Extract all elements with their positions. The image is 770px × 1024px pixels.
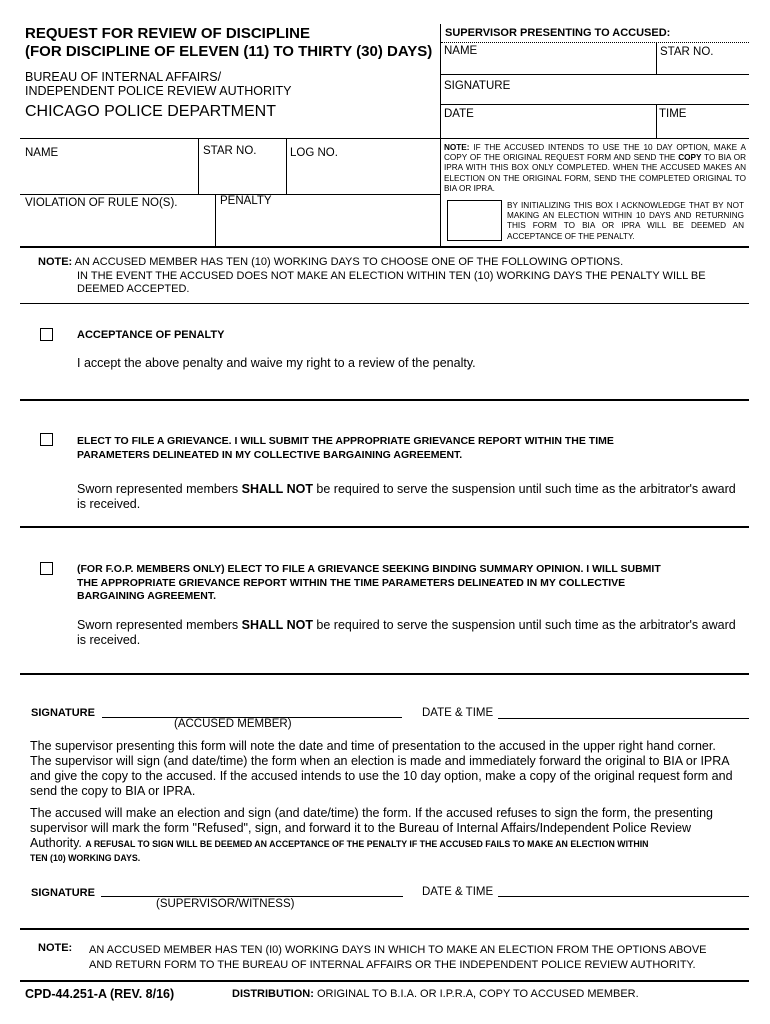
notice-rule <box>20 303 749 304</box>
grievance-body-post: be required to serve the suspension until such time as the arbitrator's award <box>312 482 736 496</box>
distribution <box>232 988 639 1000</box>
supervisor-signature-sublabel: (SUPERVISOR/WITNESS) <box>156 898 295 910</box>
accused-name-field[interactable] <box>20 139 198 194</box>
fop-title-line2: THE APPROPRIATE GRIEVANCE REPORT WITHIN THE TIME PARAMETERS DELINEATED IN MY COLLECTIVE <box>77 576 626 589</box>
instr1-line4: send the copy to BIA or IPRA. <box>30 784 196 798</box>
instr2-line4-bold: TEN (10) WORKING DAYS. <box>30 853 141 863</box>
accused-log-field[interactable] <box>287 139 440 194</box>
side-note-copy: COPY <box>678 153 702 163</box>
accused-signature-sublabel: (ACCUSED MEMBER) <box>174 718 292 730</box>
fop-body-line2: is received. <box>77 633 141 647</box>
accused-star-field[interactable] <box>199 139 286 194</box>
grievance-title-line1: ELECT TO FILE A GRIEVANCE. I WILL SUBMIT THE APPROPRIATE GRIEVANCE REPORT WITHIN THE TIME <box>77 435 614 447</box>
supervisor-datetime-label: DATE & TIME <box>422 886 494 898</box>
acceptance-checkbox[interactable] <box>40 328 53 341</box>
accused-name-label: NAME <box>25 147 59 159</box>
violation-field[interactable] <box>20 195 215 246</box>
grievance-body-pre: Sworn represented members <box>77 482 242 496</box>
fop-title-line3: BARGAINING AGREEMENT. <box>77 590 217 602</box>
accused-star-label: STAR NO. <box>203 145 257 157</box>
form-title-line2: (FOR DISCIPLINE OF ELEVEN (11) TO THIRTY (30) DAYS) <box>25 43 433 60</box>
main-divider <box>20 246 749 248</box>
fop-grievance-body <box>77 618 736 648</box>
fop-body-post: be required to serve the suspension until such time as the arbitrator's award <box>312 618 736 632</box>
notice-label: NOTE: <box>38 256 73 268</box>
supervisor-name-field[interactable] <box>441 43 656 74</box>
supervisor-signature-label: SIGNATURE <box>31 887 95 899</box>
instructions-para1 <box>30 739 733 799</box>
option3-rule <box>20 673 749 675</box>
distribution-text: ORIGINAL TO B.I.A. OR I.P.R.A, COPY TO ACCUSED MEMBER. <box>313 988 639 1000</box>
grievance-title-line2: PARAMETERS DELINEATED IN MY COLLECTIVE BARGAINING AGREEMENT. <box>77 449 463 461</box>
grievance-title <box>77 434 614 462</box>
option1-rule <box>20 399 749 401</box>
notice-line2: IN THE EVENT THE ACCUSED DOES NOT MAKE AN ELECTION WITHIN TEN (10) WORKING DAYS THE PENALTY WILL BE <box>77 269 706 282</box>
bureau-line2: INDEPENDENT POLICE REVIEW AUTHORITY <box>25 84 292 98</box>
bureau-name <box>25 70 291 98</box>
supervisor-date-label: DATE <box>444 108 474 120</box>
supervisor-signature-line[interactable] <box>101 896 403 897</box>
fop-body-bold: SHALL NOT <box>241 618 313 632</box>
side-note-text-1: IF THE ACCUSED INTENDS TO USE THE 10 DAY OPTION, MAKE A COPY OF THE ORIGINAL REQUEST FORM AND SEND THE <box>444 143 746 163</box>
notice <box>38 256 706 297</box>
supervisor-name-label: NAME <box>444 45 478 57</box>
fop-body-pre: Sworn represented members <box>77 618 242 632</box>
form-number: CPD-44.251-A (REV. 8/16) <box>25 987 175 1001</box>
notice-line1: AN ACCUSED MEMBER HAS TEN (10) WORKING DAYS TO CHOOSE ONE OF THE FOLLOWING OPTIONS. <box>72 256 624 268</box>
instructions-para2 <box>30 806 713 864</box>
supervisor-datetime-line[interactable] <box>498 896 749 897</box>
form-title <box>25 25 432 61</box>
instr2-line1: The accused will make an election and sign (and date/time) the form. If the accused refuses to sign the form, the presenting <box>30 806 714 820</box>
acceptance-body: I accept the above penalty and waive my right to a review of the penalty. <box>77 356 476 370</box>
bottom-note-text <box>89 943 707 972</box>
supervisor-star-field[interactable] <box>657 43 749 74</box>
supervisor-star-label: STAR NO. <box>660 46 714 58</box>
penalty-label: PENALTY <box>220 195 272 207</box>
supervisor-signature-label: SIGNATURE <box>444 80 511 92</box>
distribution-label: DISTRIBUTION: <box>232 988 314 1000</box>
accused-signature-label: SIGNATURE <box>31 707 95 719</box>
grievance-body-line2: is received. <box>77 497 141 511</box>
accused-log-label: LOG NO. <box>290 147 338 159</box>
initial-box-text: BY INITIALIZING THIS BOX I ACKNOWLEDGE THAT BY NOT MAKING AN ELECTION WITHIN 10 DAYS AND RETURNING THIS FORM TO BIA OR IPRA WILL BE DEEMED AN ACCEPTANCE OF THE PENALTY. <box>507 201 744 241</box>
supervisor-signature-field[interactable] <box>441 75 749 104</box>
side-note-text-2: TO BIA OR IPRA WITH THIS BOX ONLY COMPLETED. WHEN THE ACCUSED MAKES AN ELECTION ON THE ORIGINAL FORM, SEND THE COMPLETED ORIGINAL TO BIA OR IPRA. <box>444 153 746 193</box>
instr1-line2: The supervisor will sign (and date/time) the form when an election is made and immediately forward the original to BIA or IPRA <box>30 754 730 768</box>
instr2-line3-pre: Authority. <box>30 836 86 850</box>
department-name: CHICAGO POLICE DEPARTMENT <box>25 103 276 120</box>
accused-datetime-line[interactable] <box>498 718 749 719</box>
acceptance-title: ACCEPTANCE OF PENALTY <box>77 329 225 341</box>
bottom-note-label: NOTE: <box>38 942 73 954</box>
bottom-note-line1: AN ACCUSED MEMBER HAS TEN (I0) WORKING DAYS IN WHICH TO MAKE AN ELECTION FROM THE OPTIONS ABOVE <box>89 944 707 956</box>
option2-rule <box>20 526 749 528</box>
violation-label: VIOLATION OF RULE NO(S). <box>25 197 178 209</box>
initial-box[interactable] <box>447 200 502 241</box>
form-title-line1: REQUEST FOR REVIEW OF DISCIPLINE <box>25 25 311 42</box>
side-note-label: NOTE: <box>444 143 470 152</box>
instr2-line3-bold: A REFUSAL TO SIGN WILL BE DEEMED AN ACCEPTANCE OF THE PENALTY IF THE ACCUSED FAILS TO MAKE AN ELECTION WITHIN <box>85 839 649 849</box>
supervisor-date-field[interactable] <box>441 105 656 138</box>
bottom-note-line2: AND RETURN FORM TO THE BUREAU OF INTERNAL AFFAIRS OR THE INDEPENDENT POLICE REVIEW AUTHORITY. <box>89 958 696 971</box>
grievance-body-bold: SHALL NOT <box>241 482 313 496</box>
fop-grievance-title <box>77 563 661 604</box>
bottom-note-rule <box>20 928 749 930</box>
instr1-line3: and give the copy to the accused. If the accused intends to use the 10 day option, make a copy of the original request form and <box>30 769 733 783</box>
fop-title-line1: (FOR F.O.P. MEMBERS ONLY) ELECT TO FILE A GRIEVANCE SEEKING BINDING SUMMARY OPINION. I WILL SUBMIT <box>77 563 661 575</box>
supervisor-heading: SUPERVISOR PRESENTING TO ACCUSED: <box>445 27 671 39</box>
instr2-line2: supervisor will mark the form "Refused", sign, and forward it to the Bureau of Internal Affairs/Independent Police Review <box>30 821 692 835</box>
supervisor-time-field[interactable] <box>657 105 749 138</box>
notice-line3: DEEMED ACCEPTED. <box>77 283 190 295</box>
footer-rule <box>20 980 749 982</box>
accused-datetime-label: DATE & TIME <box>422 707 494 719</box>
bureau-line1: BUREAU OF INTERNAL AFFAIRS/ <box>25 70 222 84</box>
grievance-checkbox[interactable] <box>40 433 53 446</box>
supervisor-time-label: TIME <box>659 108 687 120</box>
grievance-body <box>77 482 736 512</box>
side-note <box>444 143 746 194</box>
penalty-field[interactable] <box>216 195 440 246</box>
instr1-line1: The supervisor presenting this form will note the date and time of presentation to the accused in the upper right hand corner. <box>30 739 716 753</box>
fop-grievance-checkbox[interactable] <box>40 562 53 575</box>
